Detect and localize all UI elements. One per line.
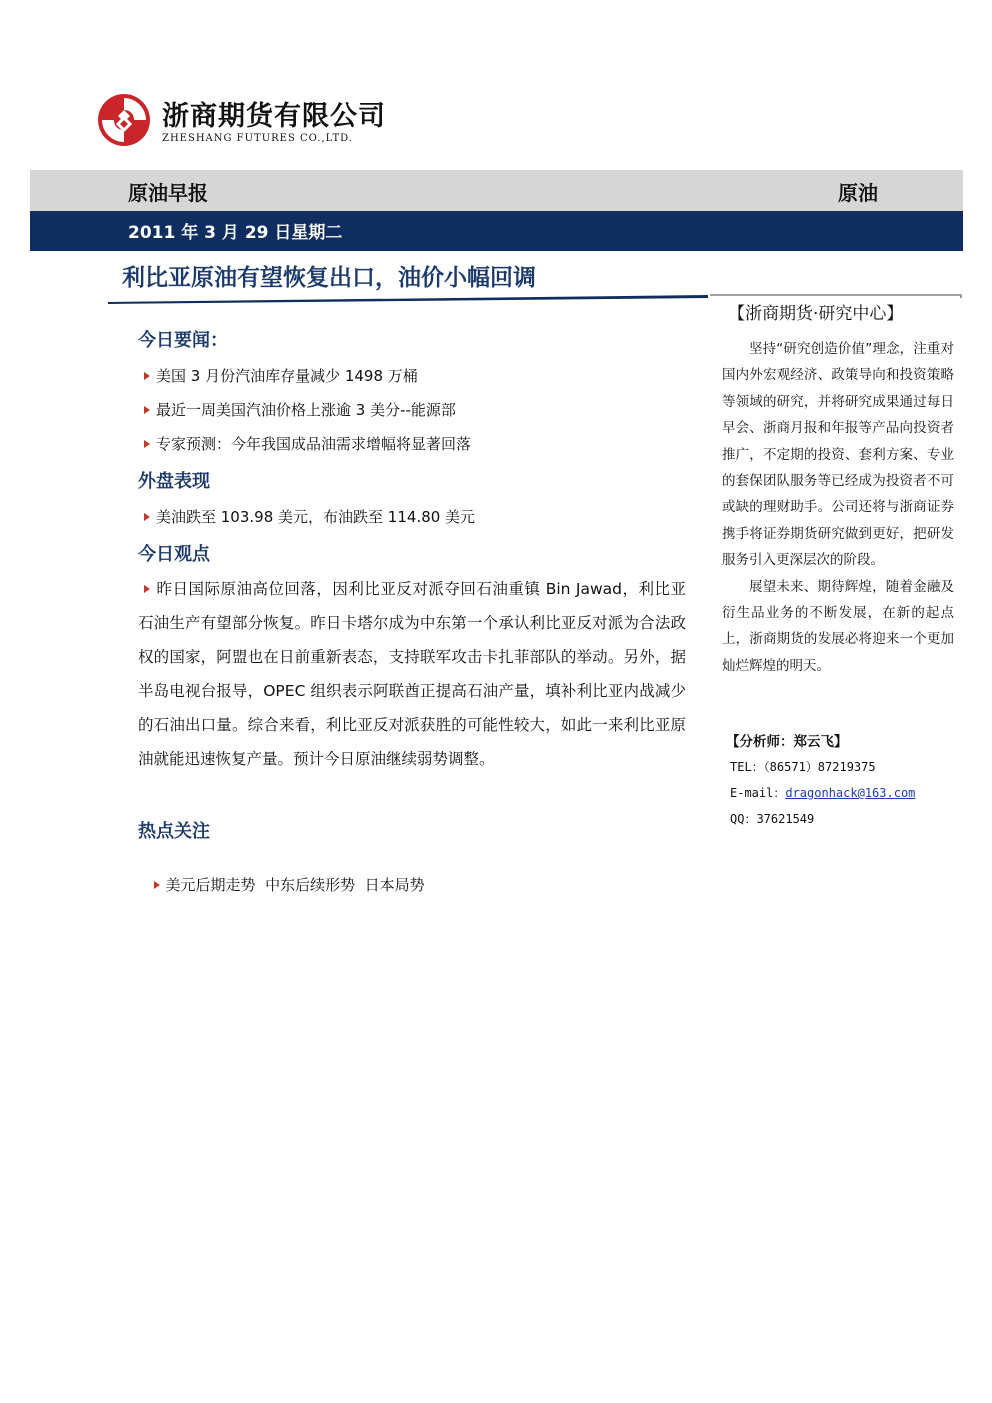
headline-underline — [108, 292, 708, 304]
market-item: 美油跌至 103.98 美元，布油跌至 114.80 美元 — [144, 506, 475, 527]
bullet-arrow-icon — [144, 585, 150, 593]
view-paragraph: 昨日国际原油高位回落，因利比亚反对派夺回石油重镇 Bin Jawad，利比亚石油生产有望部分恢复。昨日卡塔尔成为中东第一个承认利比亚反对派为合法政权的国家，阿盟也在日前重新表态，支持联军攻击卡扎菲部队的举动。另外，据半岛电视台报导，OPEC 组织表示阿联酋正提高石油产量，填补利比亚内战减少的石油出口量。综合来看，利比亚反对派获胜的可能性较大，如此一来利比亚原油就能迅速恢复产量。预计今日原油继续弱势调整。 — [138, 580, 686, 768]
company-name-en: ZHESHANG FUTURES CO.,LTD. — [162, 133, 353, 144]
contact-email: E-mail：dragonhack@163.com — [730, 786, 916, 800]
section-title-market: 外盘表现 — [138, 471, 210, 492]
news-item: 专家预测：今年我国成品油需求增幅将显著回落 — [144, 433, 471, 454]
news-item: 最近一周美国汽油价格上涨逾 3 美分--能源部 — [144, 399, 456, 420]
contact-qq: QQ：37621549 — [730, 812, 815, 826]
sidebar-para-2: 展望未来、期待辉煌，随着金融及衍生品业务的不断发展，在新的起点上，浙商期货的发展必将迎来一个更加灿烂辉煌的明天。 — [722, 578, 954, 674]
headline: 利比亚原油有望恢复出口，油价小幅回调 — [122, 265, 536, 291]
bullet-arrow-icon — [144, 372, 150, 380]
bullet-arrow-icon — [144, 406, 150, 414]
section-title-view: 今日观点 — [138, 544, 210, 565]
bullet-arrow-icon — [154, 881, 160, 889]
report-category: 原油 — [838, 181, 878, 205]
news-item: 美国 3 月份汽油库存量减少 1498 万桶 — [144, 365, 418, 386]
report-date: 2011 年 3 月 29 日星期二 — [128, 223, 343, 243]
sidebar-description — [722, 336, 954, 679]
company-logo-icon — [96, 92, 152, 148]
sidebar-corner-mark — [960, 296, 962, 298]
section-title-focus: 热点关注 — [138, 821, 210, 842]
section-title-news: 今日要闻： — [138, 330, 228, 351]
bullet-arrow-icon — [144, 513, 150, 521]
focus-item: 美元后期走势 中东后续形势 日本局势 — [144, 856, 425, 895]
report-title: 原油早报 — [128, 181, 208, 205]
bullet-arrow-icon — [144, 440, 150, 448]
sidebar-heading: 【浙商期货·研究中心】 — [728, 304, 904, 324]
email-link[interactable]: dragonhack@163.com — [785, 786, 916, 800]
contact-tel: TEL：（86571）87219375 — [730, 760, 876, 774]
analyst-name: 【分析师：郑云飞】 — [726, 734, 848, 750]
sidebar-para-1: 坚持“研究创造价值”理念，注重对国内外宏观经济、政策导向和投资策略等领域的研究，并将研究成果通过每日早会、浙商月报和年报等产品向投资者推广，不定期的投资、套利方案、专业的套保团队服务等已经成为投资者不可或缺的理财助手。公司还将与浙商证券携手将证券期货研究做到更好，把研发服务引入更深层次的阶段。 — [722, 341, 954, 569]
company-name-cn: 浙商期货有限公司 — [162, 101, 386, 132]
